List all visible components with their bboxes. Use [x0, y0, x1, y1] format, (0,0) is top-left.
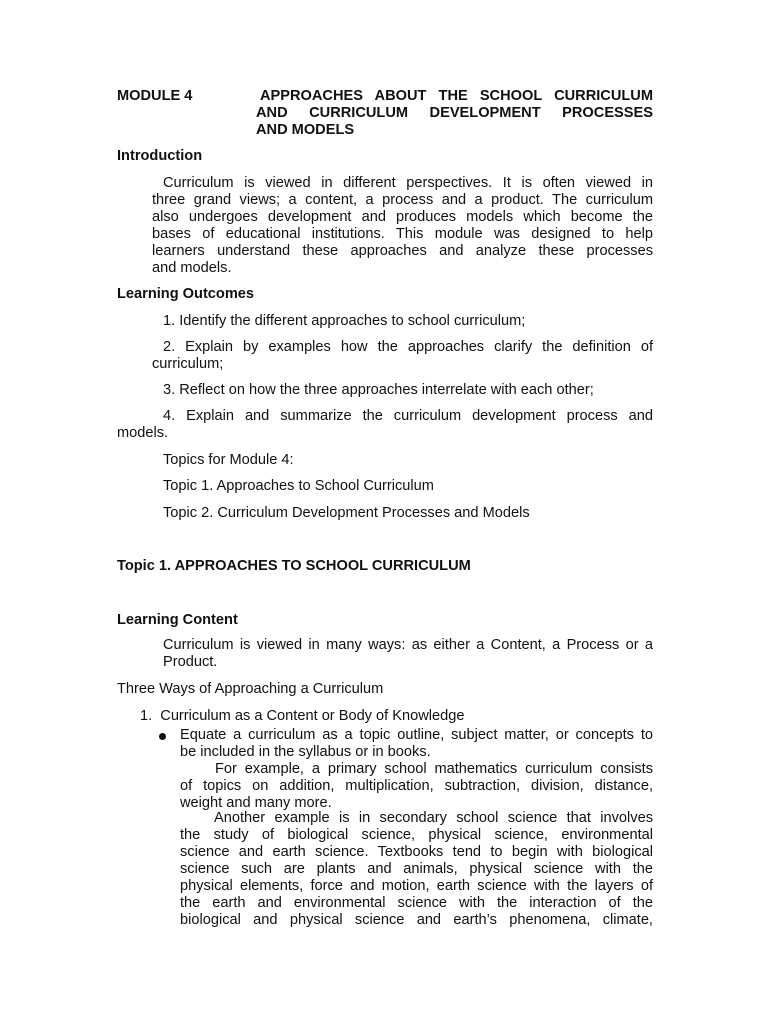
outcome-line: 4. Explain and summarize the curriculum development process and	[163, 408, 653, 424]
list-item-1: 1. Curriculum as a Content or Body of Knowledge	[140, 708, 465, 724]
paragraph-line: For example, a primary school mathematics curriculum consists	[215, 761, 653, 777]
outcome-line: curriculum;	[152, 356, 224, 372]
paragraph-line: Curriculum is viewed in many ways: as either a Content, a Process or a	[163, 637, 653, 653]
outcome-item-4	[117, 408, 653, 442]
topic-1-heading: Topic 1. APPROACHES TO SCHOOL CURRICULUM	[117, 558, 471, 574]
three-ways-heading: Three Ways of Approaching a Curriculum	[117, 681, 384, 697]
paragraph-line: science such are plants and animals, physical science with the	[180, 861, 653, 877]
module-title-line: APPROACHES ABOUT THE SCHOOL CURRICULUM	[260, 88, 653, 104]
topics-intro: Topics for Module 4:	[163, 452, 294, 468]
paragraph-line: also undergoes development and produces models which become the	[152, 209, 653, 225]
example-1-paragraph	[180, 761, 653, 812]
introduction-paragraph	[152, 175, 653, 277]
outcome-item-3: 3. Reflect on how the three approaches interrelate with each other;	[163, 382, 594, 398]
learning-outcomes-heading: Learning Outcomes	[117, 286, 255, 302]
learning-content-paragraph	[163, 637, 653, 671]
module-label: MODULE 4	[117, 88, 193, 104]
paragraph-line: Equate a curriculum as a topic outline, subject matter, or concepts to	[180, 727, 653, 743]
paragraph-line: Curriculum is viewed in different perspectives. It is often viewed in	[163, 175, 653, 191]
outcome-item-2	[152, 339, 653, 373]
paragraph-line: the study of biological science, physical science, environmental	[180, 827, 653, 843]
paragraph-line: Product.	[163, 654, 218, 670]
paragraph-line: the earth and environmental science with the interaction of the	[180, 895, 653, 911]
learning-content-heading: Learning Content	[117, 612, 238, 628]
paragraph-line: be included in the syllabus or in books.	[180, 744, 431, 760]
outcome-line: 2. Explain by examples how the approaches clarify the definition of	[163, 339, 653, 355]
paragraph-line: bases of educational institutions. This module was designed to help	[152, 226, 653, 242]
example-2-paragraph	[180, 810, 653, 929]
paragraph-line: physical elements, force and motion, earth science with the layers of	[180, 878, 653, 894]
paragraph-line: weight and many more.	[180, 795, 332, 811]
paragraph-line: biological and physical science and earth’s phenomena, climate,	[180, 912, 653, 928]
module-title	[256, 88, 653, 139]
module-title-line: AND MODELS	[256, 122, 355, 138]
outcome-item-1: 1. Identify the different approaches to school curriculum;	[163, 313, 526, 329]
outcome-line: models.	[117, 425, 169, 441]
paragraph-line: learners understand these approaches and analyze these processes	[152, 243, 653, 259]
topic-2-link: Topic 2. Curriculum Development Processes and Models	[163, 505, 530, 521]
bullet-paragraph	[180, 727, 653, 761]
bullet-icon	[159, 733, 166, 740]
paragraph-line: three grand views; a content, a process and a product. The curriculum	[152, 192, 653, 208]
introduction-heading: Introduction	[117, 148, 203, 164]
topic-1-link: Topic 1. Approaches to School Curriculum	[163, 478, 434, 494]
paragraph-line: Another example is in secondary school science that involves	[214, 810, 653, 826]
paragraph-line: of topics on addition, multiplication, subtraction, division, distance,	[180, 778, 653, 794]
paragraph-line: science and earth science. Textbooks tend to begin with biological	[180, 844, 653, 860]
paragraph-line: and models.	[152, 260, 232, 276]
module-title-line: AND CURRICULUM DEVELOPMENT PROCESSES	[256, 105, 653, 121]
